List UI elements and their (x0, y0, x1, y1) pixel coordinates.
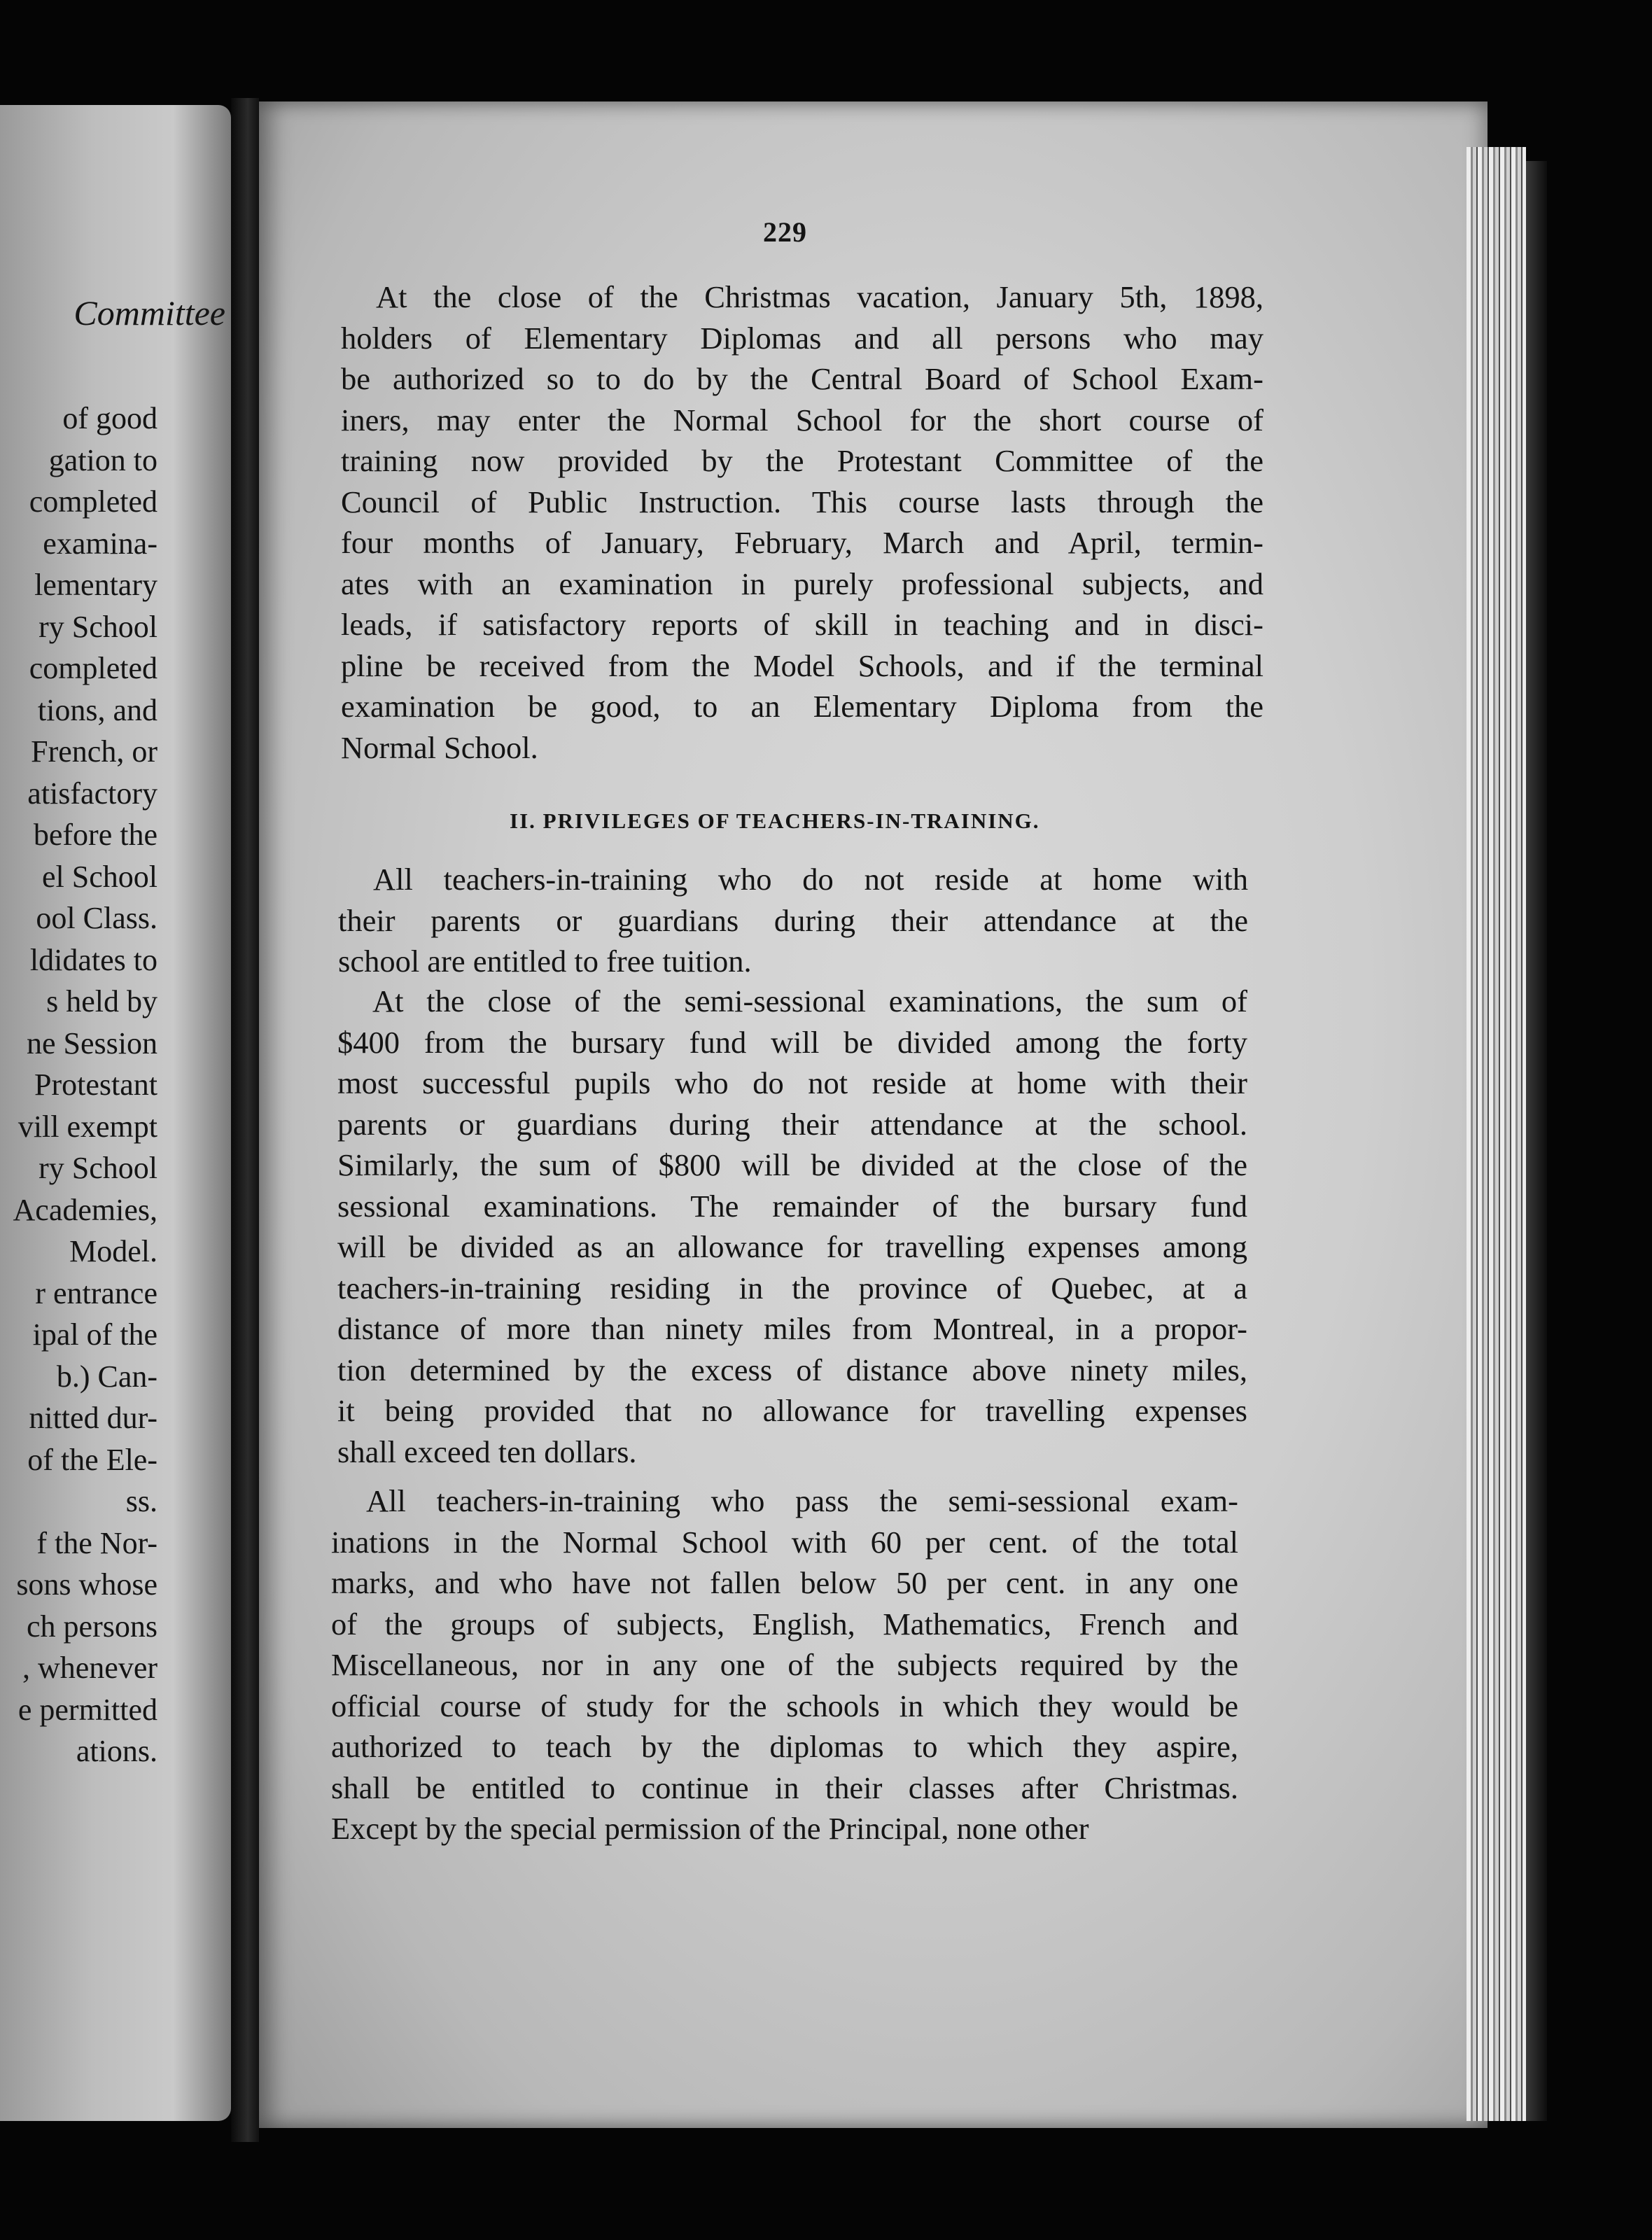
text-line: holders of Elementary Diplomas and all persons who may (341, 320, 1264, 356)
book-gutter (231, 98, 259, 2142)
left-page-line: r entrance (35, 1275, 158, 1310)
left-page-line: completed (29, 484, 158, 519)
left-page-line: ch persons (27, 1609, 158, 1644)
text-line: All teachers-in-training who do not reside at home with (373, 862, 1248, 897)
left-page-line: sons whose (16, 1567, 158, 1602)
text-line: At the close of the semi-sessional examinations, the sum of (372, 983, 1247, 1018)
text-line: Normal School. (341, 729, 538, 765)
left-page-line: vill exempt (18, 1109, 158, 1144)
text-line: training now provided by the Protestant Committee of the (341, 443, 1264, 478)
text-line: Except by the special permission of the Principal, none other (331, 1811, 1089, 1846)
left-page-line: completed (29, 651, 158, 685)
text-line: At the close of the Christmas vacation, January 5th, 1898, (376, 279, 1264, 314)
text-line: teachers-in-training residing in the province of Quebec, at a (337, 1270, 1247, 1306)
left-page-line: ldidates to (29, 942, 158, 977)
text-line: $400 from the bursary fund will be divided among the forty (337, 1024, 1247, 1060)
text-line: iners, may enter the Normal School for the short course of (341, 402, 1264, 438)
text-line: shall be entitled to continue in their classes after Christmas. (331, 1770, 1238, 1805)
paragraph-short-course (341, 276, 1264, 768)
left-page-line: ry School (38, 609, 158, 644)
left-page-line: ry School (38, 1151, 158, 1185)
paragraph-free-tuition (338, 859, 1248, 982)
paragraph-continuation (331, 1480, 1238, 1849)
left-page-line: Academies, (13, 1192, 158, 1227)
left-page-line: ations. (76, 1734, 158, 1768)
text-line: tion determined by the excess of distance above ninety miles, (337, 1352, 1247, 1387)
left-page-line: f the Nor- (36, 1525, 158, 1560)
text-line: most successful pupils who do not reside at home with their (337, 1065, 1247, 1100)
left-page-line: of good (62, 401, 158, 435)
left-page-line: e permitted (18, 1692, 158, 1727)
text-line: leads, if satisfactory reports of skill in teaching and in disci- (341, 607, 1264, 642)
text-line: examination be good, to an Elementary Diploma from the (341, 689, 1264, 724)
text-line: school are entitled to free tuition. (338, 944, 752, 979)
section-heading: II. PRIVILEGES OF TEACHERS-IN-TRAINING. (510, 808, 1040, 833)
text-line: marks, and who have not fallen below 50 per cent. in any one (331, 1565, 1238, 1600)
text-line: four months of January, February, March and April, termin- (341, 525, 1264, 560)
text-line: of the groups of subjects, English, Mathematics, French and (331, 1606, 1238, 1642)
text-line: their parents or guardians during their attendance at the (338, 902, 1248, 938)
text-line: shall exceed ten dollars. (337, 1434, 637, 1469)
left-page-line: gation to (48, 442, 158, 477)
book-cover-edge (1526, 161, 1547, 2121)
left-page-line: Protestant (34, 1068, 158, 1102)
left-page-running-header: Committee (74, 293, 225, 332)
page-edges (1466, 147, 1526, 2121)
left-page-line: French, or (31, 734, 158, 769)
left-page-line: s held by (46, 984, 158, 1018)
text-line: inations in the Normal School with 60 per cent. of the total (331, 1524, 1238, 1560)
left-page-line: atisfactory (27, 776, 158, 811)
text-line: All teachers-in-training who pass the semi-sessional exam- (366, 1483, 1238, 1518)
previous-page (0, 105, 231, 2121)
left-page-line: tions, and (37, 692, 158, 727)
left-page-line: , whenever (22, 1651, 158, 1685)
left-page-line: ool Class. (36, 901, 158, 935)
text-line: it being provided that no allowance for travelling expenses (337, 1393, 1247, 1428)
left-page-line: Model. (69, 1234, 158, 1268)
text-line: Similarly, the sum of $800 will be divided at the close of the (337, 1147, 1247, 1182)
left-page-line: before the (33, 818, 158, 852)
text-line: will be divided as an allowance for travelling expenses among (337, 1229, 1247, 1264)
left-page-line: lementary (34, 568, 158, 602)
left-page-line: ne Session (27, 1026, 158, 1060)
text-line: Council of Public Instruction. This course lasts through the (341, 484, 1264, 519)
text-line: Miscellaneous, nor in any one of the subjects required by the (331, 1647, 1238, 1682)
left-page-line: examina- (43, 526, 158, 561)
left-page-text-column (13, 398, 158, 1772)
text-line: ates with an examination in purely professional subjects, and (341, 566, 1264, 601)
left-page-line: el School (42, 859, 158, 894)
left-page-line: of the Ele- (27, 1442, 158, 1477)
text-line: sessional examinations. The remainder of the bursary fund (337, 1188, 1247, 1224)
paragraph-bursary-fund (337, 981, 1247, 1472)
left-page-line: ss. (125, 1484, 158, 1518)
text-line: be authorized so to do by the Central Board of School Exam- (341, 361, 1264, 396)
left-page-line: nitted dur- (29, 1401, 158, 1435)
text-line: official course of study for the schools in which they would be (331, 1688, 1238, 1723)
text-line: parents or guardians during their attendance at the school. (337, 1106, 1247, 1142)
text-line: pline be received from the Model Schools, and if the terminal (341, 648, 1264, 683)
text-line: authorized to teach by the diplomas to which they aspire, (331, 1729, 1238, 1764)
text-line: distance of more than ninety miles from Montreal, in a propor- (337, 1311, 1247, 1346)
page-number: 229 (763, 216, 807, 248)
left-page-line: b.) Can- (56, 1359, 158, 1394)
left-page-line: ipal of the (32, 1317, 158, 1352)
